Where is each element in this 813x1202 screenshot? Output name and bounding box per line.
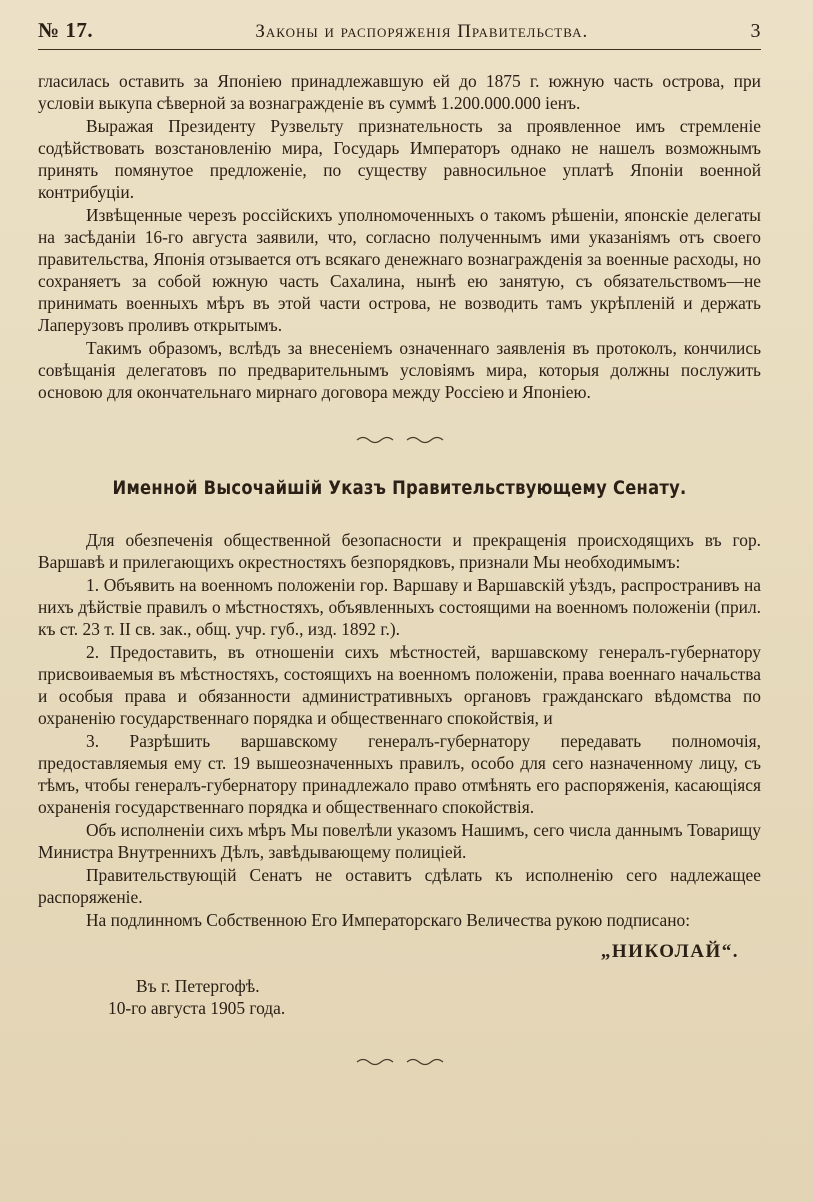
issue-number: № 17. [38,18,94,42]
paragraph: 3. Разрѣшить варшавскому генералъ-губернатору передавать полномочія, предоставляемыя ему ст. 19 вышеозначенныхъ правилъ, особо для сего назначенному лицу, съ тѣмъ, чтобы генералъ-губернатору принадлежало право отмѣнять его распоряженія, касающіяся охраненія государственнаго порядка и общественнаго спокойствія. [38,731,761,817]
page-header [38,18,761,50]
ornament-divider [38,427,761,449]
paragraph: Выражая Президенту Рузвельту признательность за проявленное имъ стремленіе содѣйствовать возстановленію мира, Государь Императоръ однако не нашелъ возможнымъ принять помянутое предложеніе, по существу равносильное уплатѣ Японіи военной контрибуціи. [38,116,761,202]
paragraph: 1. Объявить на военномъ положеніи гор. Варшаву и Варшавскій уѣздъ, распространивъ на нихъ дѣйствіе правилъ о мѣстностяхъ, объявленныхъ состоящими на военномъ положеніи (прил. къ ст. 23 т. II св. зак., общ. учр. губ., изд. 1892 г.). [38,575,761,639]
paragraph: Извѣщенные черезъ россійскихъ уполномоченныхъ о такомъ рѣшеніи, японскіе делегаты на засѣданіи 16-го августа заявили, что, согласно полученнымъ ими указаніямъ отъ своего правительства, Японія отзывается отъ всякаго денежнаго вознагражденія за военные расходы, но сохраняетъ за собой южную часть Сахалина, нынѣ ею занятую, съ обязательствомъ—не принимать военныхъ мѣръ въ этой части острова, не возводить тамъ укрѣпленій и держать Лаперузовъ проливъ открытымъ. [38,205,761,335]
ornament-divider [38,1049,761,1071]
paragraph: На подлинномъ Собственною Его Императорскаго Величества рукою подписано: [86,910,691,930]
paragraph: Для обезпеченія общественной безопасности и прекращенія происходящихъ въ гор. Варшавѣ и прилегающихъ окрестностяхъ безпорядковъ, признали Мы необходимымъ: [38,530,761,572]
paragraph: Такимъ образомъ, вслѣдъ за внесеніемъ означеннаго заявленія въ протоколъ, кончились совѣщанія делегатовъ по предварительнымъ условіямъ мира, которыя должны послужить основою для окончательнаго мирнаго договора между Россіею и Японіею. [38,338,761,402]
ornament-squiggle-icon [355,434,445,444]
paragraph: Правительствующій Сенатъ не оставитъ сдѣлать къ исполненію сего надлежащее распоряженіе. [38,865,761,907]
signature: „НИКОЛАЙ“. [600,941,739,962]
date-line: 10-го августа 1905 года. [108,998,286,1018]
running-title: Законы и распоряженія Правительства. [255,21,589,42]
page-number: 3 [750,20,761,42]
page-body [38,70,761,1071]
place-line: Въ г. Петергофѣ. [136,976,260,996]
decree-title: Именной Высочайшій Указъ Правительствующему Сенату. [112,477,687,499]
paragraph: Объ исполненіи сихъ мѣръ Мы повелѣли указомъ Нашимъ, сего числа даннымъ Товарищу Министра Внутреннихъ Дѣлъ, завѣдывающему полиціей. [38,820,761,862]
ornament-squiggle-icon [355,1056,445,1066]
paragraph: 2. Предоставить, въ отношеніи сихъ мѣстностей, варшавскому генералъ-губернатору присвоиваемыя въ мѣстностяхъ, состоящихъ на военномъ положеніи, права военнаго начальства и особыя права и обязанности административныхъ органовъ гражданскаго вѣдомства по охраненію государственнаго порядка и общественнаго спокойствія, и [38,642,761,728]
paragraph: гласилась оставить за Японіею принадлежавшую ей до 1875 г. южную часть острова, при условіи выкупа сѣверной за вознагражденіе въ суммѣ 1.200.000.000 іенъ. [38,71,761,113]
